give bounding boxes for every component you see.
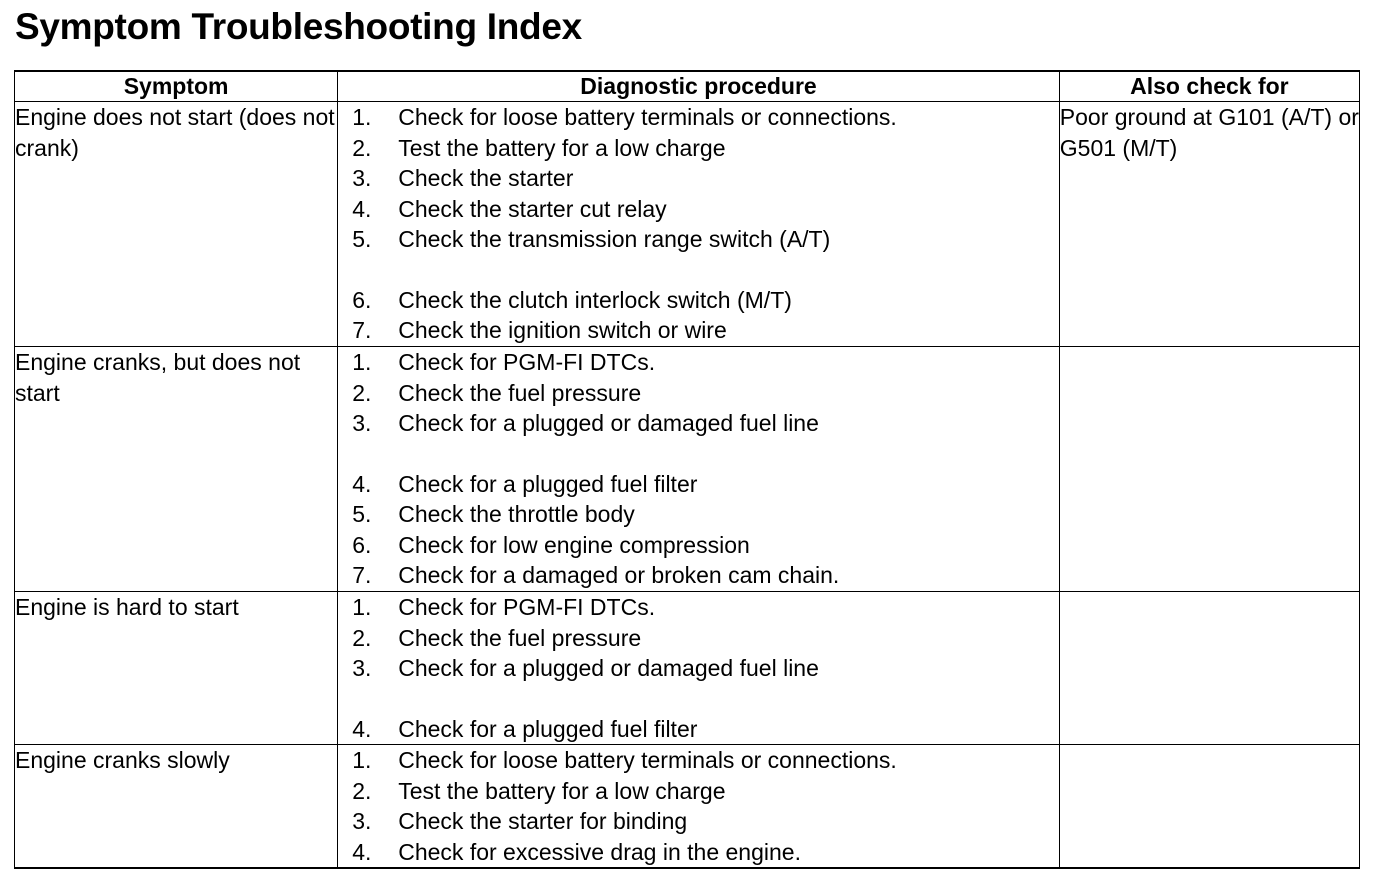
troubleshooting-table <box>14 70 1360 869</box>
procedure-step <box>338 102 1059 133</box>
step-number: 5. <box>352 226 372 252</box>
step-text: Check the starter cut relay <box>398 195 667 222</box>
table-row <box>15 347 1360 592</box>
step-text: Check for excessive drag in the engine. <box>398 838 801 865</box>
step-number: 3. <box>352 808 372 834</box>
step-text: Check the transmission range switch (A/T) <box>398 226 831 252</box>
procedure-step <box>338 224 1059 255</box>
procedure-step <box>338 806 1059 837</box>
step-number: 4. <box>352 715 372 742</box>
step-text: Check the starter for binding <box>398 808 688 834</box>
symptom-cell: Engine does not start (does not crank) <box>15 102 338 347</box>
procedure-step <box>338 133 1059 164</box>
step-number: 1. <box>352 104 372 130</box>
step-text: Check for a plugged fuel filter <box>398 715 698 742</box>
step-text: Check for PGM-FI DTCs. <box>398 349 656 375</box>
also-check-cell: Poor ground at G101 (A/T) or G501 (M/T) <box>1059 102 1359 347</box>
procedure-step <box>338 315 1059 346</box>
step-number: 7. <box>352 562 372 588</box>
step-text: Check the starter <box>398 165 574 191</box>
procedure-cell <box>338 592 1060 745</box>
step-number: 3. <box>352 655 372 681</box>
symptom-cell: Engine cranks, but does not start <box>15 347 338 592</box>
step-number: 2. <box>352 624 372 651</box>
step-text: Check the throttle body <box>398 501 635 527</box>
procedure-step <box>338 378 1059 409</box>
step-number: 1. <box>352 349 372 375</box>
step-number: 2. <box>352 379 372 406</box>
step-number: 1. <box>352 747 372 773</box>
step-number: 7. <box>352 317 372 343</box>
procedure-step <box>338 347 1059 378</box>
step-text: Test the battery for a low charge <box>398 777 726 804</box>
header-also-check-for: Also check for <box>1059 71 1359 102</box>
step-number: 3. <box>352 165 372 191</box>
also-check-cell <box>1059 592 1359 745</box>
procedure-step <box>338 530 1059 561</box>
procedure-step <box>338 592 1059 623</box>
procedure-step <box>338 560 1059 591</box>
procedure-cell <box>338 347 1060 592</box>
step-number: 5. <box>352 501 372 527</box>
step-number: 6. <box>352 531 372 558</box>
table-row <box>15 745 1360 869</box>
step-text: Check for loose battery terminals or connections. <box>398 747 897 773</box>
procedure-step <box>338 163 1059 194</box>
table-row <box>15 102 1360 347</box>
step-number: 1. <box>352 594 372 620</box>
also-check-cell <box>1059 745 1359 869</box>
step-number: 2. <box>352 134 372 161</box>
step-text: Check for a plugged or damaged fuel line <box>398 410 819 436</box>
step-text: Check for a plugged fuel filter <box>398 470 698 497</box>
step-text: Check the clutch interlock switch (M/T) <box>398 286 792 313</box>
also-check-cell <box>1059 347 1359 592</box>
procedure-step <box>338 776 1059 807</box>
step-text: Check the fuel pressure <box>398 624 642 651</box>
step-number: 4. <box>352 838 372 865</box>
step-text: Check for PGM-FI DTCs. <box>398 594 656 620</box>
procedure-step <box>338 408 1059 439</box>
symptom-cell: Engine cranks slowly <box>15 745 338 869</box>
procedure-cell <box>338 102 1060 347</box>
procedure-step <box>338 745 1059 776</box>
table-row <box>15 592 1360 745</box>
header-symptom: Symptom <box>15 71 338 102</box>
step-text: Check for a damaged or broken cam chain. <box>398 562 840 588</box>
step-number: 2. <box>352 777 372 804</box>
procedure-step <box>338 837 1059 868</box>
procedure-step <box>338 714 1059 745</box>
procedure-step <box>338 194 1059 225</box>
step-text: Check the fuel pressure <box>398 379 642 406</box>
header-diagnostic-procedure: Diagnostic procedure <box>338 71 1060 102</box>
page-title: Symptom Troubleshooting Index <box>15 6 582 47</box>
step-text: Check for a plugged or damaged fuel line <box>398 655 819 681</box>
step-number: 4. <box>352 470 372 497</box>
step-number: 4. <box>352 195 372 222</box>
step-number: 3. <box>352 410 372 436</box>
procedure-step <box>338 469 1059 500</box>
step-text: Check the ignition switch or wire <box>398 317 727 343</box>
step-number: 6. <box>352 286 372 313</box>
step-text: Check for low engine compression <box>398 531 750 558</box>
procedure-step <box>338 623 1059 654</box>
procedure-step <box>338 285 1059 316</box>
procedure-cell <box>338 745 1060 869</box>
step-text: Check for loose battery terminals or connections. <box>398 104 897 130</box>
procedure-step <box>338 499 1059 530</box>
symptom-cell: Engine is hard to start <box>15 592 338 745</box>
procedure-step <box>338 653 1059 684</box>
table-header-row <box>15 71 1360 102</box>
step-text: Test the battery for a low charge <box>398 134 726 161</box>
